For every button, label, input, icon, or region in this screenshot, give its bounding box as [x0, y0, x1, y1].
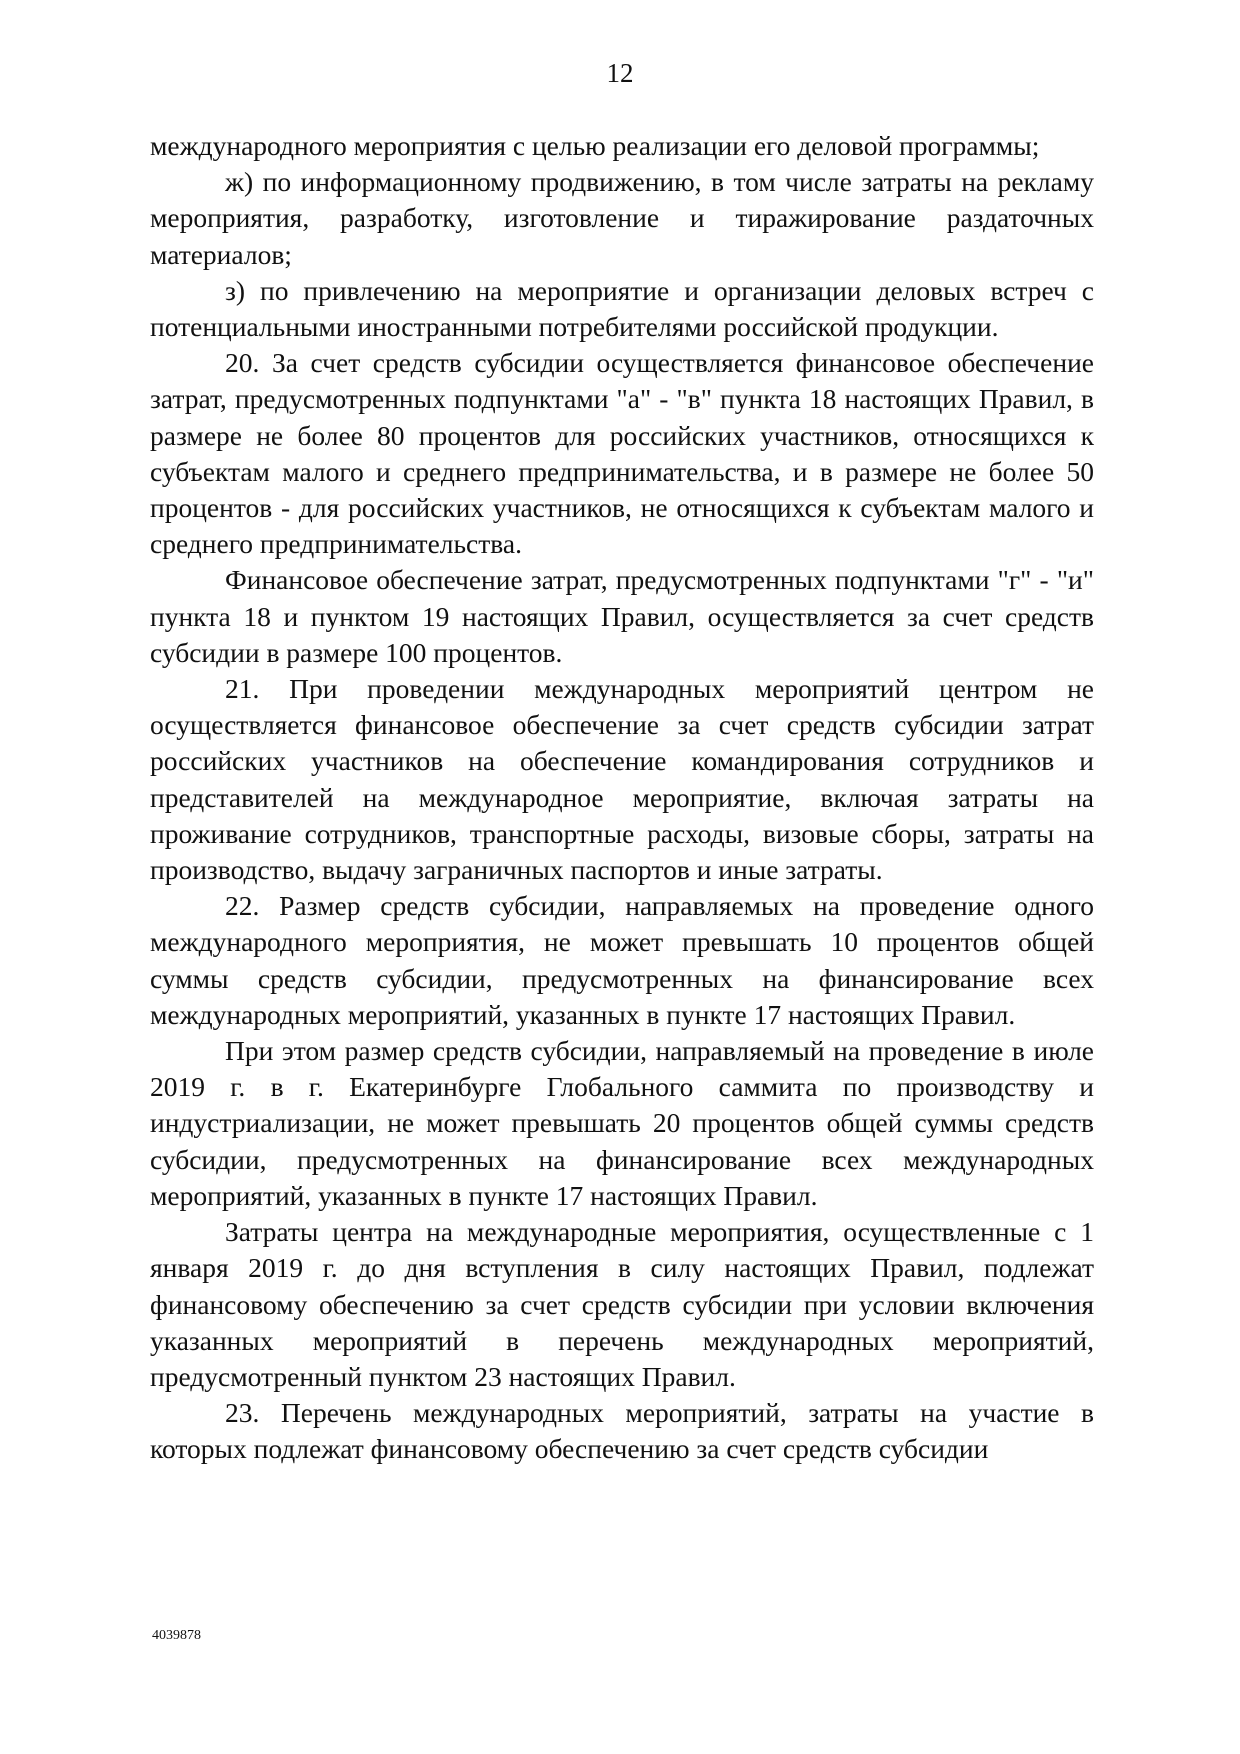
document-body	[150, 128, 1094, 1468]
paragraph-clause-21: 21. При проведении международных мероприятий центром не осуществляется финансовое обеспечение за счет средств субсидии затрат российских участников на обеспечение командирования сотрудников и представителей на международное мероприятие, включая затраты на проживание сотрудников, транспортные расходы, визовые сборы, затраты на производство, выдачу заграничных паспортов и иные затраты.	[150, 673, 1094, 886]
paragraph-clause-23: 23. Перечень международных мероприятий, затраты на участие в которых подлежат финансовому обеспечению за счет средств субсидии	[150, 1397, 1094, 1465]
page-number: 12	[606, 58, 634, 88]
paragraph-continuation: международного мероприятия с целью реализации его деловой программы;	[150, 130, 1040, 161]
paragraph-item-z: з) по привлечению на мероприятие и организации деловых встреч с потенциальными иностранными потребителями российской продукции.	[150, 274, 1094, 343]
document-code: 4039878	[152, 1628, 201, 1643]
paragraph-clause-22: 22. Размер средств субсидии, направляемых на проведение одного международного мероприятия, не может превышать 10 процентов общей суммы средств субсидии, предусмотренных на финансирование всех международных мероприятий, указанных в пункте 17 настоящих Правил.	[150, 890, 1094, 1030]
paragraph-clause-22-costs: Затраты центра на международные мероприятия, осуществленные с 1 января 2019 г. до дня вступления в силу настоящих Правил, подлежат финансовому обеспечению за счет средств субсидии при условии включения указанных мероприятий в перечень международных мероприятий, предусмотренный пунктом 23 настоящих Правил.	[150, 1216, 1094, 1392]
paragraph-clause-20: 20. За счет средств субсидии осуществляется финансовое обеспечение затрат, предусмотренных подпунктами "а" - "в" пункта 18 настоящих Правил, в размере не более 80 процентов для российских участников, относящихся к субъектам малого и среднего предпринимательства, и в размере не более 50 процентов - для российских участников, не относящихся к субъектам малого и среднего предпринимательства.	[150, 347, 1094, 560]
paragraph-item-zh: ж) по информационному продвижению, в том числе затраты на рекламу мероприятия, разработку, изготовление и тиражирование раздаточных материалов;	[150, 166, 1094, 270]
paragraph-clause-20-financing: Финансовое обеспечение затрат, предусмотренных подпунктами "г" - "и" пункта 18 и пунктом 19 настоящих Правил, осуществляется за счет средств субсидии в размере 100 процентов.	[150, 564, 1094, 668]
paragraph-clause-22-summit: При этом размер средств субсидии, направляемый на проведение в июле 2019 г. в г. Екатеринбурге Глобального саммита по производству и индустриализации, не может превышать 20 процентов общей суммы средств субсидии, предусмотренных на финансирование всех международных мероприятий, указанных в пункте 17 настоящих Правил.	[150, 1035, 1094, 1211]
